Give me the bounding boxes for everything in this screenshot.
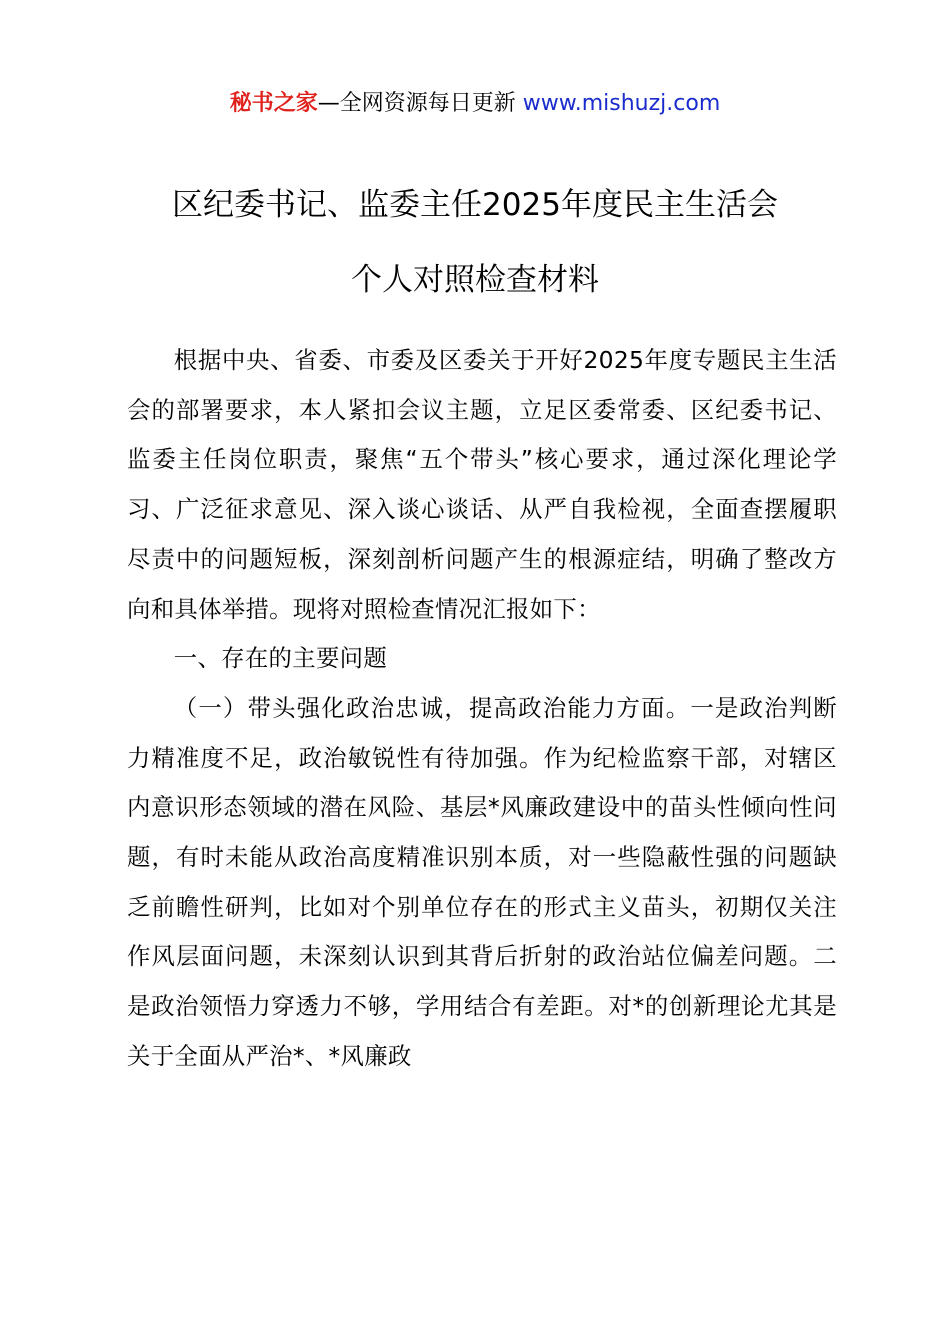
site-url-link[interactable]: www.mishuzj.com [522,91,721,116]
brand-name: 秘书之家 [229,91,318,116]
document-title-line-2: 个人对照检查材料 [351,262,599,298]
header-tagline: —全网资源每日更新 [317,91,523,116]
section-heading: 一、存在的主要问题 [173,644,388,673]
paragraph-intro: 根据中央、省委、市委及区委关于开好2025年度专题民主生活会的部署要求，本人紧扣会议主题，立足区委常委、区纪委书记、监委主任岗位职责，聚焦“五个带头”核心要求，通过深化理论学习、广泛征求意见、深入谈心谈话、从严自我检视，全面查摆履职尽责中的问题短板，深刻剖析问题产生的根源症结，明确了整改方向和具体举措。现将对照检查情况汇报如下： [127,346,837,623]
document-body [127,336,837,1082]
document-title-line-1: 区纪委书记、监委主任2025年度民主生活会 [172,187,778,223]
site-header [0,88,950,120]
paragraph-section-1: （一）带头强化政治忠诚，提高政治能力方面。一是政治判断力精准度不足，政治敏锐性有待加强。作为纪检监察干部，对辖区内意识形态领域的潜在风险、基层*风廉政建设中的苗头性倾向性问题，有时未能从政治高度精准识别本质，对一些隐蔽性强的问题缺乏前瞻性研判，比如对个别单位存在的形式主义苗头，初期仅关注作风层面问题，未深刻认识到其背后折射的政治站位偏差问题。二是政治领悟力穿透力不够，学用结合有差距。对*的创新理论尤其是关于全面从严治*、*风廉政 [127,693,837,1070]
